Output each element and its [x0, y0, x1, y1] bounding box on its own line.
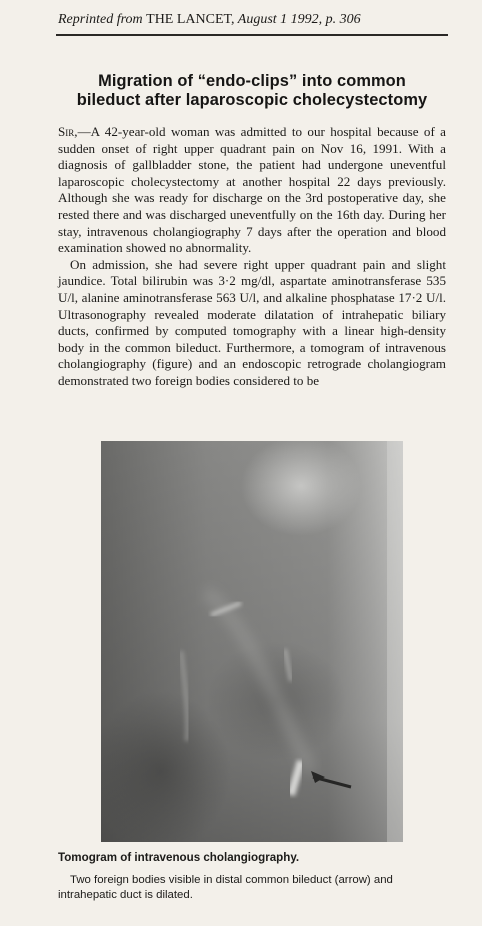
reprint-prefix: Reprinted from: [58, 12, 143, 27]
article-body: [58, 124, 446, 390]
title-line-1: Migration of “endo-clips” into common: [98, 72, 406, 90]
header-rule: [56, 34, 448, 36]
figure-caption-description: Two foreign bodies visible in distal common bileduct (arrow) and intrahepatic duct is dilated.: [58, 874, 393, 901]
issue-date-page: August 1 1992, p. 306: [237, 12, 361, 27]
cholangiography-tomogram: [101, 441, 403, 842]
title-line-2: bileduct after laparoscopic cholecystectomy: [76, 91, 428, 109]
reprint-header: [58, 12, 448, 28]
tomogram-image: [101, 441, 403, 842]
salutation: Sir,: [58, 124, 78, 139]
article-title: [56, 72, 448, 110]
paragraph-2: On admission, she had severe right upper quadrant pain and slight jaundice. Total bilirubin was 3·2 mg/dl, aspartate aminotransferase 535 U/l, alanine aminotransferase 563 U/l, and alkaline phosphatase 17·2 U/l. Ultrasonography revealed moderate dilatation of intrahepatic biliary ducts, confirmed by computed tomography with a linear high-density body in the common bileduct. Furthermore, a tomogram of intravenous cholangiography (figure) and an endoscopic retrograde cholangiogram demonstrated two foreign bodies considered to be: [58, 256, 446, 388]
figure-caption-text: [58, 873, 448, 902]
paragraph-1: [58, 124, 446, 257]
figure-caption-title: Tomogram of intravenous cholangiography.: [58, 851, 300, 864]
journal-name: THE LANCET,: [146, 12, 235, 27]
paragraph-1-text: —A 42-year-old woman was admitted to our hospital because of a sudden onset of right upper quadrant pain on Nov 16, 1991. With a diagnosis of gallbladder stone, the patient had undergone uneventful laparoscopic cholecystectomy at another hospital 22 days previously. Although she was ready for discharge on the 3rd postoperative day, she rested there and was discharged uneventfully on the 16th day. During her stay, intravenous cholangiography 7 days after the operation and blood examination showed no abnormality.: [58, 124, 446, 256]
